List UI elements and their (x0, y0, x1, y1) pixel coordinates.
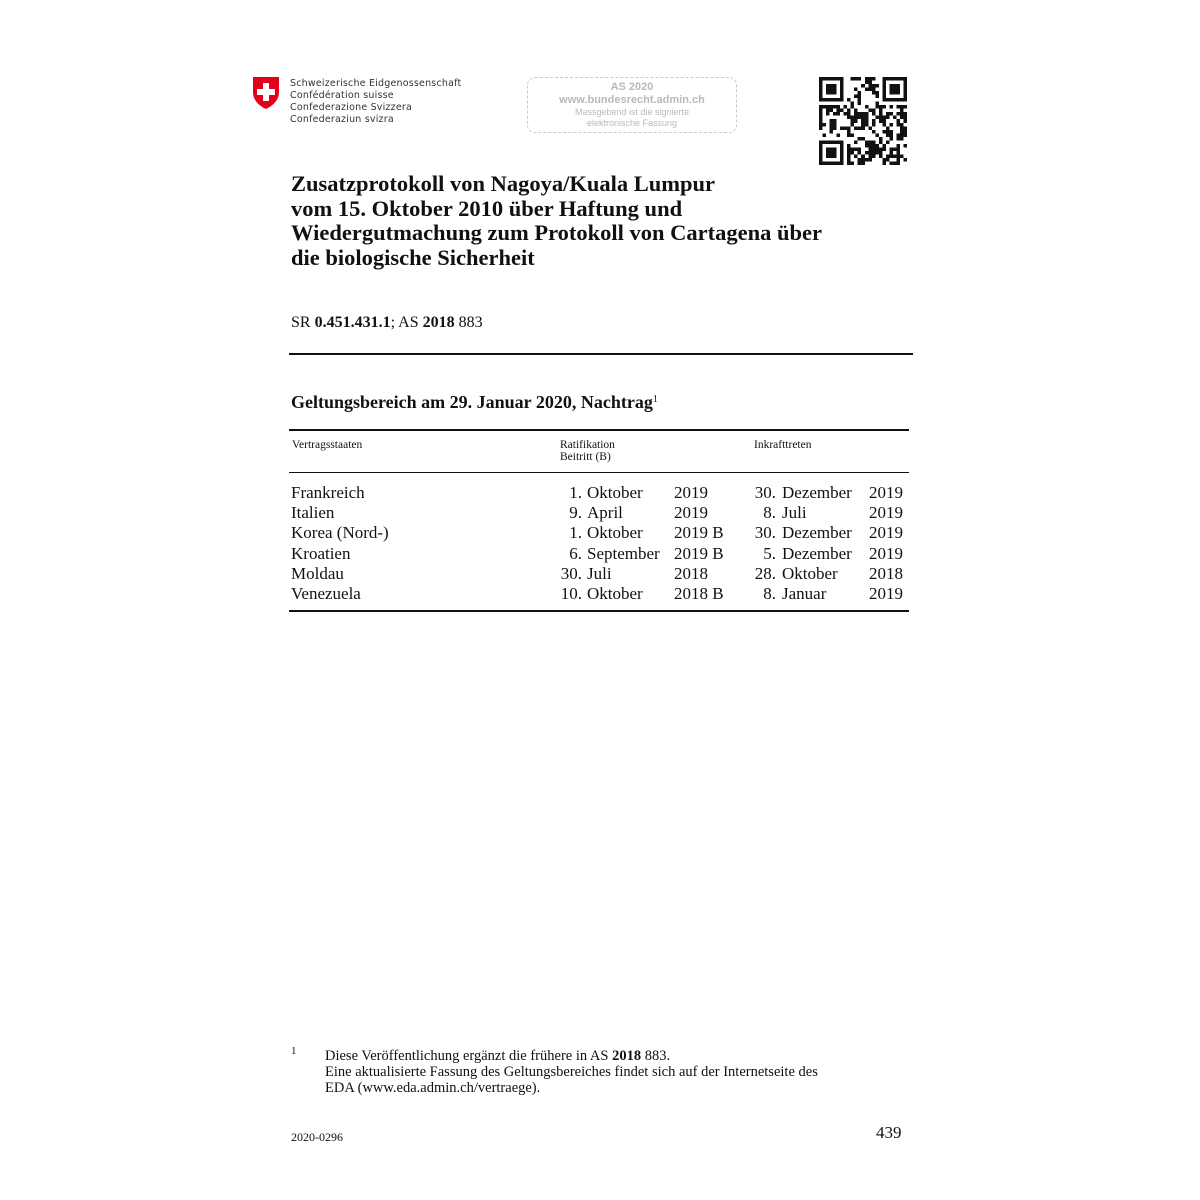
table-bottom-rule (289, 610, 909, 612)
cell-state: Frankreich (291, 483, 365, 502)
cell-entry-month: Januar (782, 584, 827, 603)
sr-prefix: SR (291, 314, 315, 331)
cell-entry-month: Oktober (782, 563, 838, 583)
cell-entry-year: 2019 (869, 503, 903, 523)
table-row (0, 483, 1200, 503)
table-row (0, 584, 1200, 604)
footnote-number: 1 (291, 1045, 297, 1057)
confederation-line-fr: Confédération suisse (290, 90, 394, 101)
title-line-1: Zusatzprotokoll von Nagoya/Kuala Lumpur (291, 171, 716, 196)
cell-ratification-day: 9. (569, 503, 582, 523)
cell-ratification-year: 2018 (674, 563, 708, 583)
table-row (0, 564, 1200, 584)
cell-ratification-month: Oktober (587, 523, 643, 543)
confederation-line-de: Schweizerische Eidgenossenschaft (290, 78, 462, 89)
footnote-as-year: 2018 (612, 1048, 642, 1064)
table-header-rule (289, 472, 909, 473)
footnote-line-3[interactable]: EDA (www.eda.admin.ch/vertraege). (325, 1080, 541, 1096)
swiss-coat-of-arms-icon (252, 76, 280, 110)
stamp-as-number: AS 2020 (610, 81, 654, 93)
cell-entry-year: 2018 (869, 563, 903, 583)
cell-ratification-day: 30. (560, 563, 582, 583)
confederation-names (290, 78, 461, 126)
cell-entry-year: 2019 (869, 584, 903, 603)
cell-ratification-month: Oktober (587, 584, 643, 603)
footnote-as-page: 883. (641, 1048, 671, 1064)
cell-entry-month: Dezember (782, 543, 852, 563)
table-row (0, 503, 1200, 523)
page-number: 439 (876, 1123, 902, 1142)
as-prefix: ; AS (390, 314, 423, 331)
column-header-ratification (560, 439, 615, 463)
stamp-website: www.bundesrecht.admin.ch (559, 94, 705, 106)
cell-entry-day: 5. (763, 543, 776, 563)
as-year: 2018 (422, 314, 455, 331)
column-header-entry-into-force: Inkrafttreten (754, 439, 812, 451)
cell-entry-day: 30. (754, 523, 776, 543)
table-row (0, 544, 1200, 564)
stamp-note-line1: Massgebend ist die signierte (574, 107, 690, 117)
cell-state: Kroatien (291, 543, 351, 563)
sr-number: 0.451.431.1 (314, 314, 391, 331)
confederation-line-it: Confederazione Svizzera (290, 102, 413, 113)
scope-heading-text: Geltungsbereich am 29. Januar 2020, Nachtrag (291, 392, 653, 412)
cell-state: Korea (Nord-) (291, 523, 389, 543)
cell-state: Italien (291, 503, 335, 523)
cell-entry-year: 2019 (869, 483, 903, 502)
cell-entry-month: Dezember (782, 483, 852, 502)
column-header-ratification-line2: Beitritt (B) (560, 451, 611, 463)
title-line-4: die biologische Sicherheit (291, 244, 535, 270)
footnote-line-1-text: Diese Veröffentlichung ergänzt die frühere in AS (325, 1048, 613, 1064)
document-number: 2020-0296 (291, 1130, 343, 1144)
document-title (291, 172, 911, 270)
cell-entry-day: 8. (763, 584, 776, 603)
confederation-line-rm: Confederaziun svizra (290, 114, 394, 125)
cell-ratification-day: 1. (569, 483, 582, 502)
column-header-ratification-line1: Ratifikation (560, 439, 615, 451)
cell-entry-day: 30. (754, 483, 776, 502)
cell-entry-year: 2019 (869, 523, 903, 543)
cell-entry-year: 2019 (869, 543, 903, 563)
cell-ratification-year: 2018 B (674, 584, 724, 603)
cell-ratification-year: 2019 (674, 483, 708, 502)
footnote-reference[interactable]: 1 (652, 394, 658, 405)
footnote-line-1 (325, 1048, 905, 1064)
cell-ratification-day: 10. (560, 584, 582, 603)
section-divider (289, 353, 913, 355)
cell-ratification-day: 1. (569, 523, 582, 543)
cell-entry-month: Juli (782, 503, 807, 523)
table-row (0, 523, 1200, 543)
cell-state: Moldau (291, 563, 344, 583)
cell-ratification-month: April (587, 503, 623, 523)
title-line-3: Wiedergutmachung zum Protokoll von Cartagena über (291, 220, 823, 245)
stamp-note-line2: elektronische Fassung (586, 118, 678, 128)
cell-entry-day: 28. (754, 563, 776, 583)
as-page: 883 (454, 314, 483, 331)
cell-entry-month: Dezember (782, 523, 852, 543)
footnote-text (325, 1048, 905, 1096)
cell-state: Venezuela (291, 584, 361, 603)
cell-entry-day: 8. (763, 503, 776, 523)
sr-reference (291, 314, 483, 332)
cell-ratification-year: 2019 (674, 503, 708, 523)
cell-ratification-month: Oktober (587, 483, 643, 502)
cell-ratification-year: 2019 B (674, 523, 724, 543)
cell-ratification-day: 6. (569, 543, 582, 563)
table-top-rule (289, 429, 909, 431)
qr-code-icon (819, 77, 907, 165)
cell-ratification-year: 2019 B (674, 543, 724, 563)
title-line-2: vom 15. Oktober 2010 über Haftung und (291, 195, 683, 221)
cell-ratification-month: Juli (587, 563, 612, 583)
official-publication-stamp (527, 77, 737, 133)
column-header-states: Vertragsstaaten (292, 439, 363, 451)
cell-ratification-month: September (587, 543, 660, 563)
footnote-line-2: Eine aktualisierte Fassung des Geltungsbereiches findet sich auf der Internetseite des (325, 1064, 818, 1080)
scope-heading (291, 392, 658, 413)
